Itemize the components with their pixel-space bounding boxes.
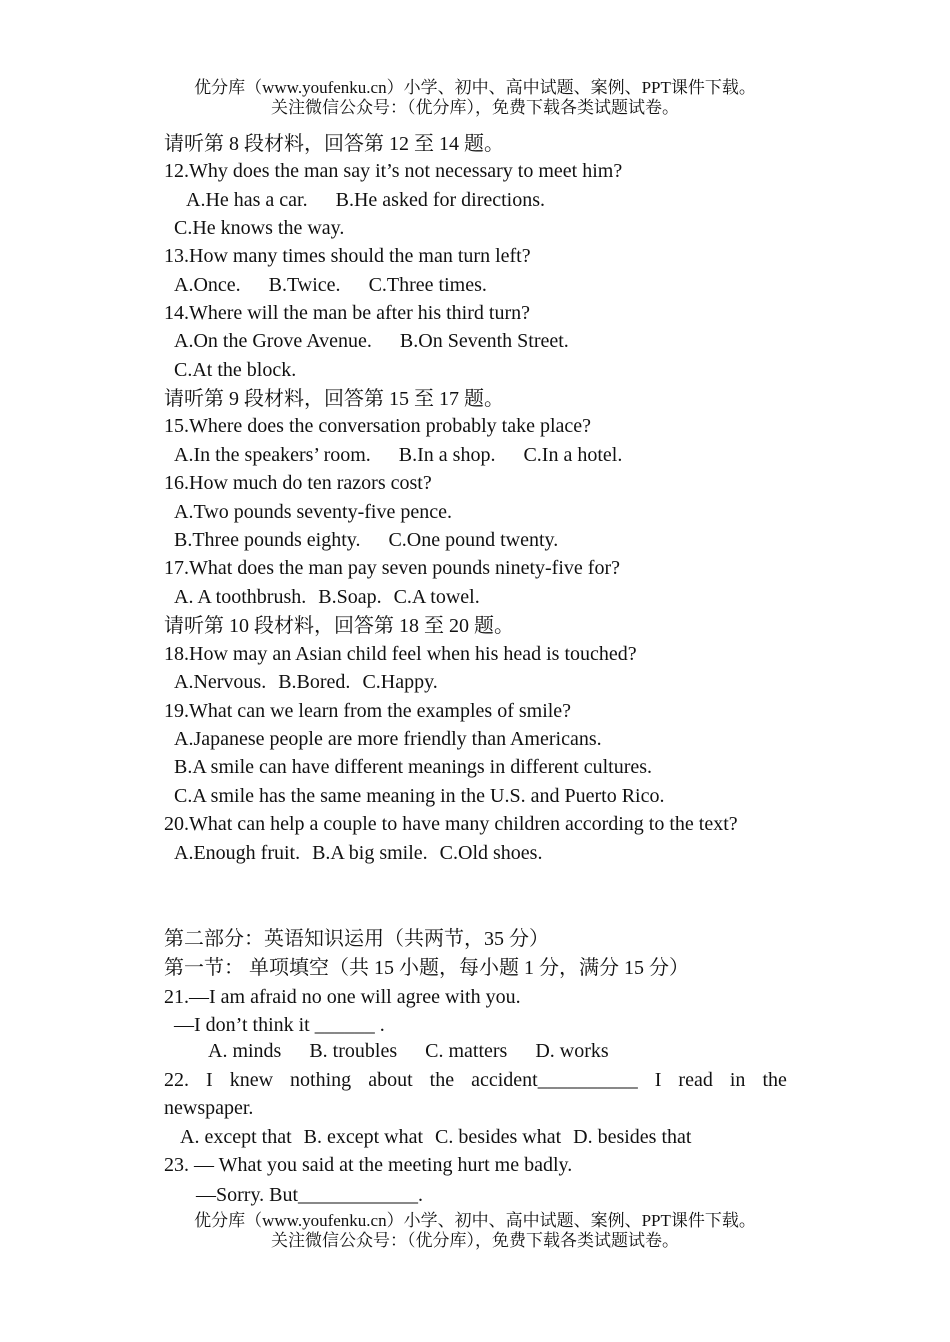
q14-option-c: C.At the block. bbox=[174, 359, 297, 381]
q20-stem: 20.What can help a couple to have many children according to the text? bbox=[164, 813, 738, 835]
q14-options bbox=[174, 328, 597, 354]
q22-word: knew bbox=[229, 1069, 274, 1091]
q16-option-a: A.Two pounds seventy-five pence. bbox=[174, 501, 452, 523]
q22-option-a: A. except that bbox=[180, 1126, 292, 1148]
q19-option-a: A.Japanese people are more friendly than Americans. bbox=[174, 728, 602, 750]
header-line-2: 关注微信公众号：（优分库），免费下载各类试题试卷。 bbox=[271, 98, 679, 117]
q14-stem: 14.Where will the man be after his third turn? bbox=[164, 302, 530, 324]
q12-option-a: A.He has a car. bbox=[186, 189, 308, 211]
q22-word: I bbox=[654, 1069, 662, 1091]
q22-line-1 bbox=[164, 1067, 787, 1093]
q14-option-a: A.On the Grove Avenue. bbox=[174, 330, 372, 352]
q15-stem: 15.Where does the conversation probably take place? bbox=[164, 415, 592, 437]
q22-word: the bbox=[429, 1069, 455, 1091]
section-10-heading: 请听第 10 段材料，回答第 18 至 20 题。 bbox=[164, 615, 514, 637]
q18-option-a: A.Nervous. bbox=[174, 671, 267, 693]
q18-options bbox=[174, 669, 450, 695]
q22-word: in bbox=[729, 1069, 746, 1091]
q21-option-a: A. minds bbox=[208, 1040, 282, 1062]
header-line-1: 优分库（www.youfenku.cn）小学、初中、高中试题、案例、PPT课件下载。 bbox=[194, 78, 756, 97]
q13-options bbox=[174, 272, 515, 298]
q13-option-c: C.Three times. bbox=[368, 274, 487, 296]
q20-option-a: A.Enough fruit. bbox=[174, 842, 301, 864]
q21-option-c: C. matters bbox=[425, 1040, 508, 1062]
q21-option-d: D. works bbox=[535, 1040, 609, 1062]
footer-line-2: 关注微信公众号：（优分库），免费下载各类试题试卷。 bbox=[271, 1231, 679, 1250]
q13-stem: 13.How many times should the man turn left? bbox=[164, 245, 531, 267]
q21-line-2: —I don’t think it ______ . bbox=[174, 1014, 385, 1036]
q18-option-c: C.Happy. bbox=[362, 671, 438, 693]
q15-option-b: B.In a shop. bbox=[398, 444, 496, 466]
q22-word: the bbox=[762, 1069, 787, 1091]
q18-stem: 18.How may an Asian child feel when his head is touched? bbox=[164, 643, 637, 665]
q22-word: accident__________ bbox=[471, 1069, 638, 1091]
q22-option-c: C. besides what bbox=[435, 1126, 562, 1148]
q20-option-b: B.A big smile. bbox=[312, 842, 428, 864]
q21-line-1: 21.—I am afraid no one will agree with you. bbox=[164, 986, 521, 1008]
q22-word: I bbox=[206, 1069, 213, 1091]
q13-option-a: A.Once. bbox=[174, 274, 241, 296]
q17-option-c: C.A towel. bbox=[393, 586, 480, 608]
q17-option-a: A. A toothbrush. bbox=[174, 586, 307, 608]
q22-option-d: D. besides that bbox=[573, 1126, 692, 1148]
footer-line-1: 优分库（www.youfenku.cn）小学、初中、高中试题、案例、PPT课件下载。 bbox=[194, 1211, 756, 1230]
q22-word: about bbox=[368, 1069, 413, 1091]
q21-options bbox=[208, 1038, 637, 1064]
q20-options bbox=[174, 840, 554, 866]
q22-word: read bbox=[678, 1069, 713, 1091]
q23-line-2: —Sorry. But____________. bbox=[196, 1184, 424, 1206]
q20-option-c: C.Old shoes. bbox=[439, 842, 543, 864]
q12-option-b: B.He asked for directions. bbox=[335, 189, 546, 211]
q15-options bbox=[174, 442, 650, 468]
section-8-heading: 请听第 8 段材料，回答第 12 至 14 题。 bbox=[164, 133, 504, 155]
q19-option-c: C.A smile has the same meaning in the U.S. and Puerto Rico. bbox=[174, 785, 665, 807]
q15-option-a: A.In the speakers’ room. bbox=[174, 444, 371, 466]
q14-option-b: B.On Seventh Street. bbox=[399, 330, 569, 352]
q22-line-2: newspaper. bbox=[164, 1097, 254, 1119]
q22-option-b: B. except what bbox=[303, 1126, 424, 1148]
q15-option-c: C.In a hotel. bbox=[523, 444, 623, 466]
q19-stem: 19.What can we learn from the examples of smile? bbox=[164, 700, 572, 722]
q16-stem: 16.How much do ten razors cost? bbox=[164, 472, 432, 494]
q12-option-c: C.He knows the way. bbox=[174, 217, 345, 239]
q17-stem: 17.What does the man pay seven pounds ninety-five for? bbox=[164, 557, 620, 579]
q12-stem: 12.Why does the man say it’s not necessary to meet him? bbox=[164, 160, 623, 182]
part-2-section-1-heading: 第一节： 单项填空（共 15 小题，每小题 1 分，满分 15 分） bbox=[164, 957, 689, 979]
q22-word: 22. bbox=[164, 1069, 189, 1091]
q17-option-b: B.Soap. bbox=[318, 586, 382, 608]
q16-option-b: B.Three pounds eighty. bbox=[174, 529, 361, 551]
q12-options bbox=[186, 187, 573, 213]
q13-option-b: B.Twice. bbox=[268, 274, 341, 296]
q22-word: nothing bbox=[290, 1069, 352, 1091]
q16-options bbox=[174, 527, 586, 553]
part-2-heading: 第二部分：英语知识运用（共两节，35 分） bbox=[164, 928, 549, 950]
q19-option-b: B.A smile can have different meanings in different cultures. bbox=[174, 756, 653, 778]
q18-option-b: B.Bored. bbox=[278, 671, 351, 693]
q16-option-c: C.One pound twenty. bbox=[388, 529, 559, 551]
q23-line-1: 23. — What you said at the meeting hurt me badly. bbox=[164, 1154, 573, 1176]
section-9-heading: 请听第 9 段材料，回答第 15 至 17 题。 bbox=[164, 388, 504, 410]
q17-options bbox=[174, 584, 492, 610]
q21-option-b: B. troubles bbox=[309, 1040, 398, 1062]
q22-options bbox=[180, 1124, 703, 1150]
